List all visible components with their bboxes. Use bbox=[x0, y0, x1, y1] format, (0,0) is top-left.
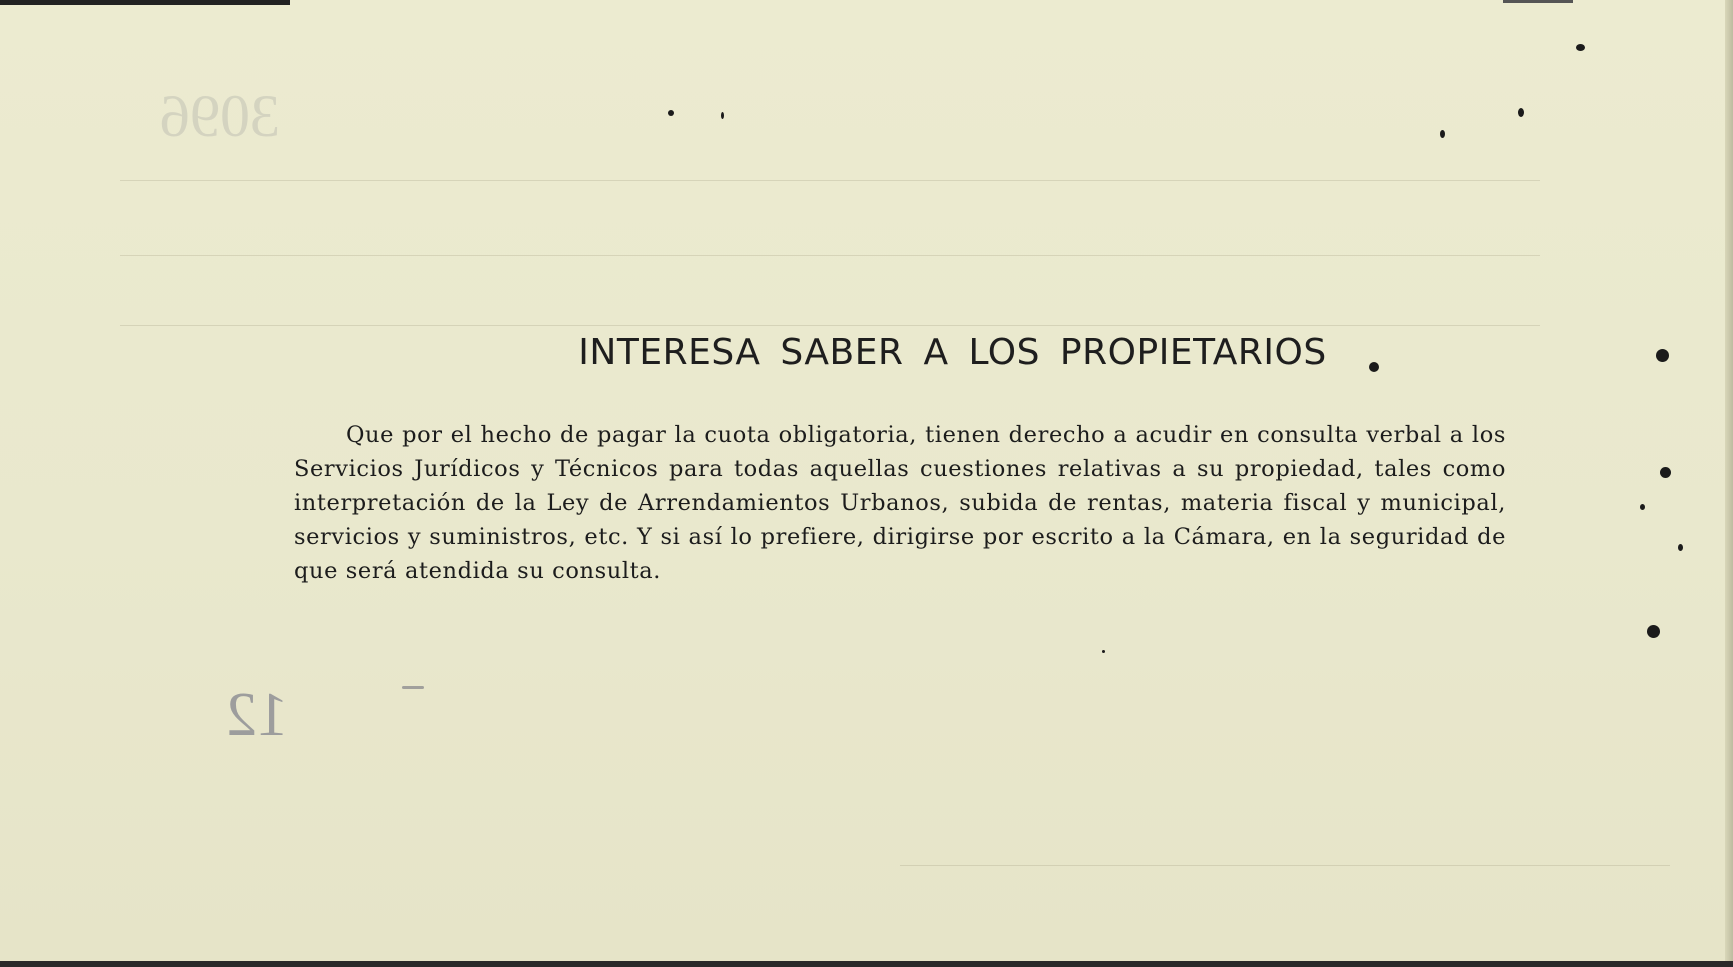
scan-speck bbox=[1518, 108, 1524, 117]
scan-edge-right bbox=[1725, 0, 1733, 967]
show-through-rule bbox=[120, 325, 1540, 326]
scan-speck bbox=[1660, 467, 1671, 478]
scan-speck bbox=[721, 112, 724, 119]
scan-speck bbox=[402, 686, 424, 689]
scan-speck bbox=[1678, 544, 1683, 551]
scan-speck bbox=[1640, 504, 1645, 510]
scan-speck bbox=[1369, 362, 1379, 372]
scan-edge-top-left bbox=[0, 0, 290, 5]
scan-speck bbox=[1102, 650, 1105, 653]
document-body-text: Que por el hecho de pagar la cuota obligatoria, tienen derecho a acudir en consulta verbal a los Servicios Jurídicos y Técnicos para todas aquellas cuestiones relativas a su propiedad, tales como interpretación de la Ley de Arrendamientos Urbanos, subida de rentas, materia fiscal y municipal, servicios y suministros, etc. Y si así lo prefiere, dirigirse por escrito a la Cámara, en la seguridad de que será atendida su consulta. bbox=[294, 421, 1506, 584]
scan-speck bbox=[668, 110, 674, 116]
show-through-rule bbox=[900, 865, 1670, 866]
scan-speck bbox=[1576, 44, 1585, 51]
scan-edge-bottom bbox=[0, 961, 1733, 967]
stamp-number: 12 bbox=[226, 681, 288, 749]
show-through-number: 3096 bbox=[160, 83, 280, 149]
document-heading: INTERESA SABER A LOS PROPIETARIOS bbox=[578, 332, 1327, 374]
scan-speck bbox=[1440, 130, 1445, 138]
show-through-rule bbox=[120, 255, 1540, 256]
scan-speck bbox=[1656, 349, 1669, 362]
scan-edge-top-right bbox=[1503, 0, 1573, 3]
scan-speck bbox=[1647, 625, 1660, 638]
show-through-rule bbox=[120, 180, 1540, 181]
